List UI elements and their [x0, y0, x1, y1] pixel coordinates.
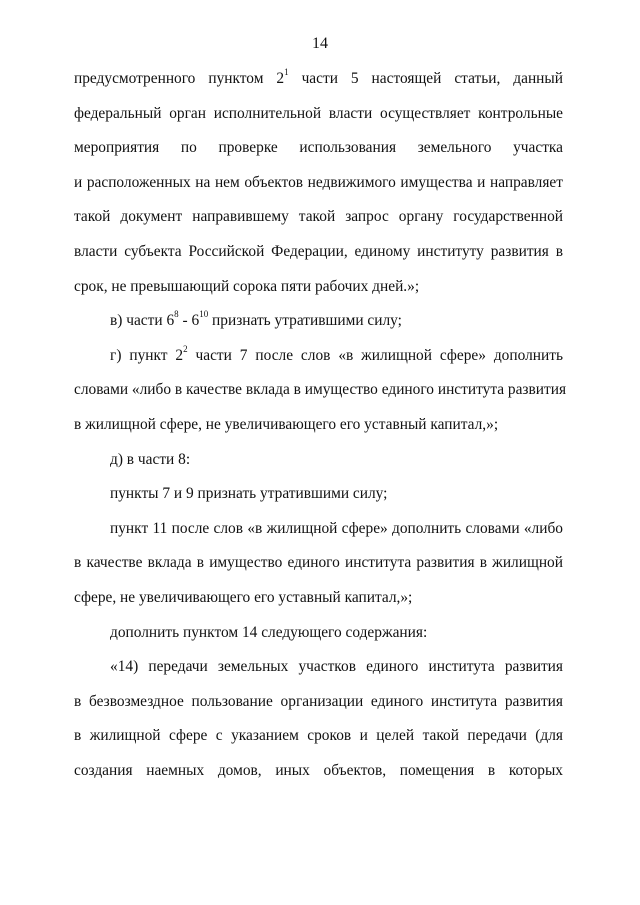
page-number: 14 [312, 35, 328, 52]
document-body [74, 66, 567, 792]
text-line: в безвозмездное пользование организации единого института развития [74, 692, 563, 710]
text-line: предусмотренного пунктом $2^1$ части 5 настоящей статьи, данный [74, 66, 563, 87]
text-line: в жилищной сфере с указанием сроков и целей такой передачи (для [74, 727, 563, 745]
text-line: словами «либо в качестве вклада в имущество единого института развития [74, 381, 567, 399]
text-line: пункт 11 после слов «в жилищной сфере» дополнить словами «либо [110, 519, 563, 537]
text-line: федеральный орган исполнительной власти осуществляет контрольные [74, 104, 563, 122]
text-line: срок, не превышающий сорока пяти рабочих дней.»; [74, 277, 420, 295]
text-line: власти субъекта Российской Федерации, единому институту развития в [74, 242, 563, 260]
text-line: сфере, не увеличивающего его уставный капитал,»; [74, 588, 413, 606]
text-line: пункты 7 и 9 признать утратившими силу; [110, 485, 388, 503]
paragraph-g: г) пункт $2^2$ части 7 после слов «в жилищной сфере» дополнить [110, 343, 563, 364]
text-line: создания наемных домов, иных объектов, помещения в которых [74, 761, 563, 779]
text-line: дополнить пунктом 14 следующего содержания: [110, 623, 428, 641]
text-line: и расположенных на нем объектов недвижимого имущества и направляет [74, 173, 563, 191]
text-line: в жилищной сфере, не увеличивающего его уставный капитал,»; [74, 415, 499, 433]
text-line: в качестве вклада в имущество единого института развития в жилищной [74, 554, 563, 572]
paragraph-d: д) в части 8: [110, 450, 191, 468]
text-line: мероприятия по проверке использования земельного участка [74, 139, 563, 157]
quoted-item-14: «14) передачи земельных участков единого института развития [110, 658, 563, 676]
text-line: такой документ направившему такой запрос органу государственной [74, 208, 563, 226]
paragraph-v: в) части $6^8 - 6^{10}$ признать утратившими силу; [110, 309, 402, 330]
